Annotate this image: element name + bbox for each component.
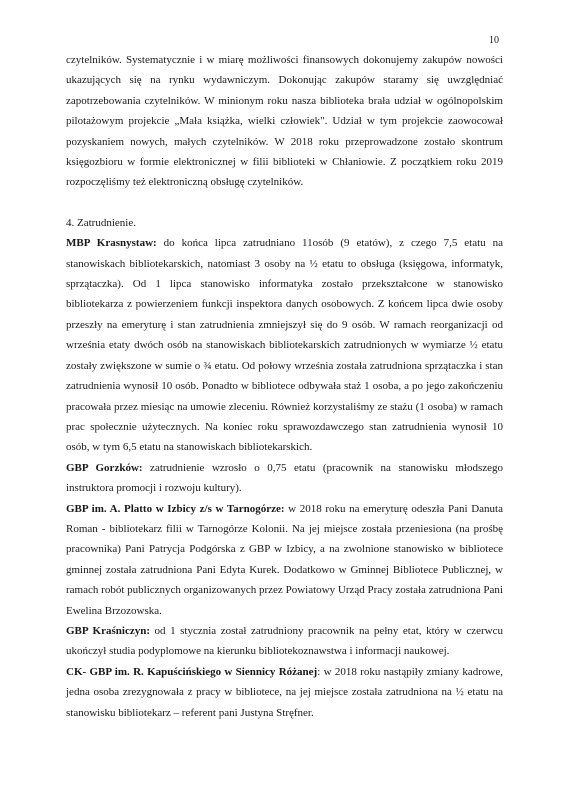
entry-name: GBP Kraśniczyn: — [66, 624, 150, 637]
entry-krasniczyn — [66, 621, 503, 662]
entry-name: GBP im. A. Platto w Izbicy z/s w Tarnogórze: — [66, 502, 285, 515]
entry-text: : w 2018 roku nastąpiły zmiany kadrowe, jedna osoba zrezygnowała z pracy w bibliotece, na jej miejsce została zatrudniona na ½ etatu na stanowisku bibliotekarz – referent pani Justyna Stręfner. — [66, 665, 503, 719]
entry-text: od 1 stycznia został zatrudniony pracownik na pełny etat, który w czerwcu ukończył studia podyplomowe na kierunku bibliotekoznawstwa i informacji naukowej. — [66, 624, 503, 658]
entry-text: w 2018 roku na emeryturę odeszła Pani Danuta Roman - bibliotekarz filii w Tarnogórze Kolonii. Na jej miejsce została przeniesiona (na prośbę pracownika) Pani Patrycja Podgórska z GBP w Izbicy, a na zwolnione stanowisko w bibliotece gminnej została zatrudniona Pani Edyta Kurek. Dodatkowo w Gminnej Bibliotece Publicznej, w ramach robót publicznych organizowanych przez Powiatowy Urząd Pracy została zatrudniona Pani Ewelina Brzozowska. — [66, 502, 503, 617]
entry-text: zatrudnienie wzrosło o 0,75 etatu (pracownik na stanowisku młodszego instruktora promocji i rozwoju kultury). — [66, 461, 503, 495]
entry-name: CK- GBP im. R. Kapuścińskiego w Siennicy Różanej — [66, 665, 318, 678]
section-heading: 4. Zatrudnienie. — [66, 216, 136, 229]
page-number: 10 — [489, 35, 499, 46]
page-content — [66, 50, 503, 723]
paragraph-gap — [66, 193, 503, 213]
intro-paragraph: czytelników. Systematycznie i w miarę możliwości finansowych dokonujemy zakupów nowości ukazujących się na rynku wydawniczym. Dokonując zakupów staramy się uwzględniać zapotrzebowania czytelników. W minionym roku nasza biblioteka brała udział w ogólnopolskim pilotażowym projekcie „Mała książka, wielki człowiek". Udział w tym projekcie zaowocował pozyskaniem nowych, małych czytelników. W 2018 roku przeprowadzone zostało skontrum księgozbioru w formie elektronicznej w filii biblioteki w Chłaniowie. Z początkiem roku 2019 rozpoczęliśmy też elektroniczną obsługę czytelników. — [66, 54, 503, 189]
entry-gorzkow — [66, 458, 503, 499]
entry-name: GBP Gorzków: — [66, 461, 143, 474]
entry-krasnystaw — [66, 233, 503, 457]
entry-siennica-rozana — [66, 662, 503, 723]
entry-text: do końca lipca zatrudniano 11osób (9 etatów), z czego 7,5 etatu na stanowiskach bibliotekarskich, natomiast 3 osoby na ½ etatu to obsługa (księgowa, informatyk, sprzątaczka). Od 1 lipca stanowisko informatyka zostało przekształcone w stanowisko bibliotekarza z powierzeniem funkcji inspektora danych osobowych. Z końcem lipca dwie osoby przeszły na emeryturę i stan zatrudnienia zmniejszył się do 9 osób. W ramach reorganizacji od września etaty dwóch osób na stanowiskach bibliotekarskich zatrudnionych w wymiarze ½ etatu zostały zwiększone w sumie o ¾ etatu. Od połowy września została zatrudniona sprzątaczka i stan zatrudnienia wynosił 10 osób. Ponadto w bibliotece odbywała staż 1 osoba, a po jego zakończeniu pracowała przez miesiąc na umowie zleceniu. Również korzystaliśmy ze stażu (1 osoba) w ramach prac społecznie użytecznych. Na koniec roku sprawozdawczego stan zatrudnienia wynosił 10 osób, w tym 6,5 etatu na stanowiskach bibliotekarskich. — [66, 237, 503, 454]
entry-name: MBP Krasnystaw: — [66, 237, 157, 250]
entry-izbica — [66, 499, 503, 621]
